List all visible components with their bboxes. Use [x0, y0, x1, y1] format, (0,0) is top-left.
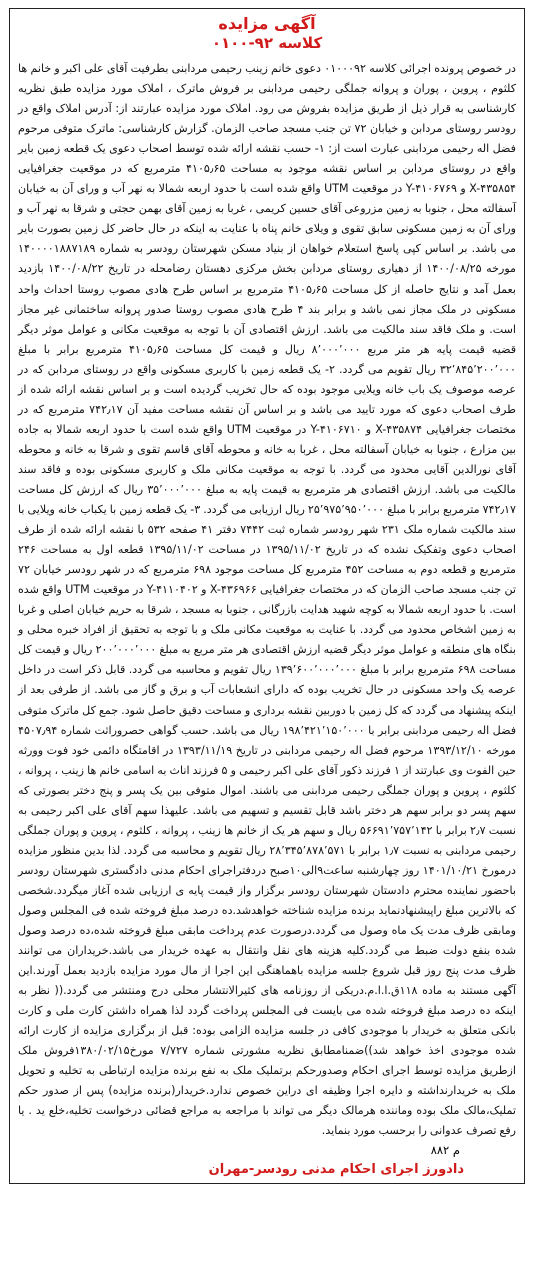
page-bottom-margin: [0, 1186, 539, 1265]
reference-number: م ۸۸۲: [430, 1142, 460, 1157]
signature-line: دادورز اجرای احکام مدنی رودسر-مهران: [208, 1161, 464, 1177]
notice-title: آگهی مزایده: [218, 14, 316, 33]
notice-body: در خصوص پرونده اجرائی کلاسه ۰۱۰۰۰۹۲ دعوی خانم زینب رحیمی مردابنی بطرفیت آقای علی اکبر و خانم ها کلثوم ، پروین ، پوران و پروانه جملگی رحیمی مردابنی بر فروش ماترک ، املاک مورد مزایده طبق نظریه کارشناسی به قرار ذیل از طریق مزایده بفروش می رود. املاک مورد مزایده عبارتند از: آدرس املاک واقع در رودسر روستای مردابن و خیابان ۷۲ تن جنب مسجد صاحب الزمان. گزارش کارشناسی: ماترک متوفی مرحوم فضل اله رحیمی مردابنی عبارت است از: ۱- حسب نقشه ارائه شده توسط اصحاب دعوی یک قطعه زمین بایر واقع در روستای مردابن بر اساس نقشه موجود به مساحت ۴۱۰۵٫۶۵ مترمربع که در موقعیت جغرافیایی X-۴۳۵۸۵۴ و Y-۴۱۰۶۷۶۹ در موقعیت UTM واقع شده است با حدود اربعه شمالا به نهر آب و ورای آن به خیابان آسفالته محل ، جنوبا به زمین مزروعی آقای حسین کریمی ، غربا به زمین آقای بهمن حجتی و شرقا به نهر آب و ورای آن به زمین مسکونی سابق تقوی و ویلای خانم پناه با عنایت به اینکه در حال حاضر کل زمین بصورت بایر می باشد. بر اساس کپی پاسخ استعلام خواهان از بنیاد مسکن شهرستان رودسر به شماره ۱۴۰۰۰۰۱۸۸۷۱۸۹ مورخه ۱۴۰۰/۰۸/۲۵ از دهیاری روستای مردابن بخش مرکزی دهستان رضامحله در تاریخ ۱۴۰۰/۰۸/۲۲ بازدید بعمل آمد و نتایج حاصله از کل مساحت ۴۱۰۵٫۶۵ مترمربع بر اساس طرح هادی مصوب روستا احداث واحد مسکونی در ملک مجاز نمی باشد و برابر بند ۴ طرح هادی مصوب روستا صدور پروانه ساختمانی غیر مجاز است. و ملک فاقد سند مالکیت می باشد. ارزش اقتصادی آن با توجه به موقعیت مکانی و عوامل موثر دیگر قضیه قیمت پایه هر متر مربع ۸٬۰۰۰٬۰۰۰ ریال و قیمت کل مساحت ۴۱۰۵٫۶۵ مترمربع برابر با مبلغ ۳۲٬۸۴۵٬۲۰۰٬۰۰۰ ریال تقویم می گردد. ۲- یک قطعه زمین با کاربری مسکونی واقع در روستای مردابن که در عرصه موصوف یک باب خانه ویلایی موجود بوده که حال تخریب گردیده است و بر اساس نقشه ارائه شده از طرف اصحاب دعوی که مورد تایید می باشد و بر اساس آن نقشه مساحت مفید آن ۷۴۲٫۱۷ مترمربع که در مختصات جغرافیایی X-۴۳۵۸۷۴ و Y-۴۱۰۶۷۱۰ در موقعیت UTM واقع شده است با حدود اربعه شمالا به جاده بین مزارع ، جنوبا به خیابان آسفالته محل ، غربا به خانه و محوطه آقای قاسم تقوی و شرقا به خانه و محوطه آقای نورالدین آقایی محدود می گردد. با توجه به موقعیت مکانی ملک و کاربری مسکونی بوده و فاقد سند مالکیت می باشد. ارزش اقتصادی هر مترمربع به قیمت پایه به مبلغ ۳۵٬۰۰۰٬۰۰۰ ریال که ارزش کل مساحت ۷۴۲٫۱۷ مترمربع برابر با مبلغ ۲۵٬۹۷۵٬۹۵۰٬۰۰۰ ریال ارزیابی می گردد. ۳- یک قطعه زمین با یکباب خانه ویلایی با سند مالکیت شماره ملک ۲۳۱ شهر رودسر شماره ثبت ۷۴۴۲ دفتر ۴۱ صفحه ۵۳۲ با نقشه ارائه شده از طرف اصحاب دعوی وتفکیک نشده که در تاریخ ۱۳۹۵/۱۱/۰۲ در مساحت ۱۳۹۵/۱۱/۰۲ قطعه اول به مساحت ۲۴۶ مترمربع و قطعه دوم به مساحت ۴۵۲ مترمربع کل مساحت موجود ۶۹۸ مترمربع که در شهر رودسر خیابان ۷۲ تن جنب مسجد صاحب الزمان که در مختصات جغرافیایی X-۴۳۶۹۶۶ و Y-۴۱۱۰۴۰۲ در موقعیت UTM واقع شده است. با حدود اربعه شمالا به کوچه شهید هدایت بازرگانی ، جنوبا به مسجد ، شرقا به حریم خیابان اصلی و غربا به زمین اشخاص محدود می گردد. با عنایت به موقعیت مکانی ملک و با توجه به تحقیق از افراد خبره محلی و بنگاه های منطقه و عوامل موثر دیگر قضیه ارزش اقتصادی هر متر مربع به مبلغ ۲۰۰٬۰۰۰٬۰۰۰ ریال و قیمت کل مساحت ۶۹۸ مترمربع برابر با مبلغ ۱۳۹٬۶۰۰٬۰۰۰٬۰۰۰ ریال تقویم و محاسبه می گردد. قابل ذکر است در داخل عرصه یک واحد مسکونی در حال تخریب بوده که دارای انشعابات آب و برق و گاز می باشد. از طرفی بعد از اینکه پیشنهاد می گردد که کل زمین با دوربین نقشه برداری و مساحت دقیق حاصل شود. جمع کل ماترک متوفی فضل اله رحیمی مردابنی برابر با ۱۹۸٬۴۲۱٬۱۵۰٬۰۰۰ ریال می باشد. حسب گواهی حصروراثت شماره ۴۵۰۷٫۹۴ مورخه ۱۳۹۳/۱۲/۱۰ مرحوم فضل اله رحیمی مردابنی در تاریخ ۱۳۹۳/۱۱/۱۹ در اقامتگاه دائمی خود فوت وورثه حین الفوت وی عبارتند از ۱ فرزند ذکور آقای علی اکبر رحیمی و ۵ فرزند اناث به اسامی خانم ها زینب ، پروانه ، کلثوم ، پروین و پوران جملگی رحیمی مردابنی می باشند. اموال متوفی بین یک پسر و پنج دختر بصورتی که سهم پسر دو برابر سهم هر دختر باشد قابل تقسیم و تسهیم می باشد. علیهذا سهم آقای علی اکبر رحیمی به نسبت ۲٫۷ برابر با ۵۶۶۹۱٬۷۵۷٬۱۴۲ ریال و سهم هر یک از خانم ها زینب ، پروانه ، کلثوم ، پروین و پوران جملگی رحیمی مردابنی به نسبت ۱٫۷ برابر با ۲۸٬۳۴۵٬۸۷۸٬۵۷۱ ریال تقویم و محاسبه می گردد. لذا بدین منظور مزایده درمورخ ۱۴۰۱/۱۰/۲۱ روز چهارشنبه ساعت۹الی۱۰صبح دردفتراجرای احکام مدنی دادگستری شهرستان رودسر باحضور نماینده محترم دادستان شهرستان رودسر برگزار واز قیمت پایه ی ارزیابی شده آغاز میگردد.شخصی که بالاترین مبلغ راپیشنهادنماید برنده مزایده شناخته خواهدشد.ده درصد مبلغ فروخته شده فی المجلس وصول ومابقی ظرف مدت یک ماه وصول می گردد.درصورت عدم پرداخت مابقی مبلغ فروخته شده،ده درصد وصول شده بنفع دولت ضبط می گردد.کلیه هزینه های نقل وانتقال به عهده خریدار می باشد.خریداران می توانند ظرف مدت پنج روز قبل شروع جلسه مزایده باهماهنگی این اجرا از مال مورد مزایده بازدید بعمل آورند.این آگهی مستند به ماده ۱۱۸ق.ا.ا.م.دریکی از روزنامه های کثیرالانتشار محلی درج ومنتشر می گردد.(( نظر به اینکه ده درصد مبلغ فروخته شده می بایست فی المجلس پرداخت گردد لذا همراه داشتن کارت ملی و کارت بانکی متعلق به خریدار با موجودی کافی در جلسه مزایده الزامی بوده: قبل از برگزاری مزایده از کارت ارائه شده موجودی اخذ خواهد شد))ضمنامطابق نظریه مشورتی شماره ۷/۷۲۷ مورخ۱۳۸۰/۰۲/۱۵فروش ملک ازطریق مزایده توسط اجرای احکام وصدورحکم برتملیک ملک به نفع برنده مزایده ارتباطی به تخلیه و تحویل ملک به خریدارنداشته و دایره اجرا وظیفه ای دراین خصوص ندارد.خریدار(برنده مزایده) پس از صدور حکم تملیک،مالک ملک بوده وماننده هرمالک دیگر می تواند با مراجعه به مراجع قضائی درخواست تخلیه،خلع ید . یا رفع تصرف عدوانی را برحسب مورد بنماید.: [18, 62, 517, 1138]
adjacent-column-fragment: [527, 0, 539, 1265]
auction-notice: [9, 8, 525, 1184]
class-number: کلاسه ۹۲-۰۱۰۰: [211, 34, 323, 52]
top-margin: [0, 0, 539, 8]
